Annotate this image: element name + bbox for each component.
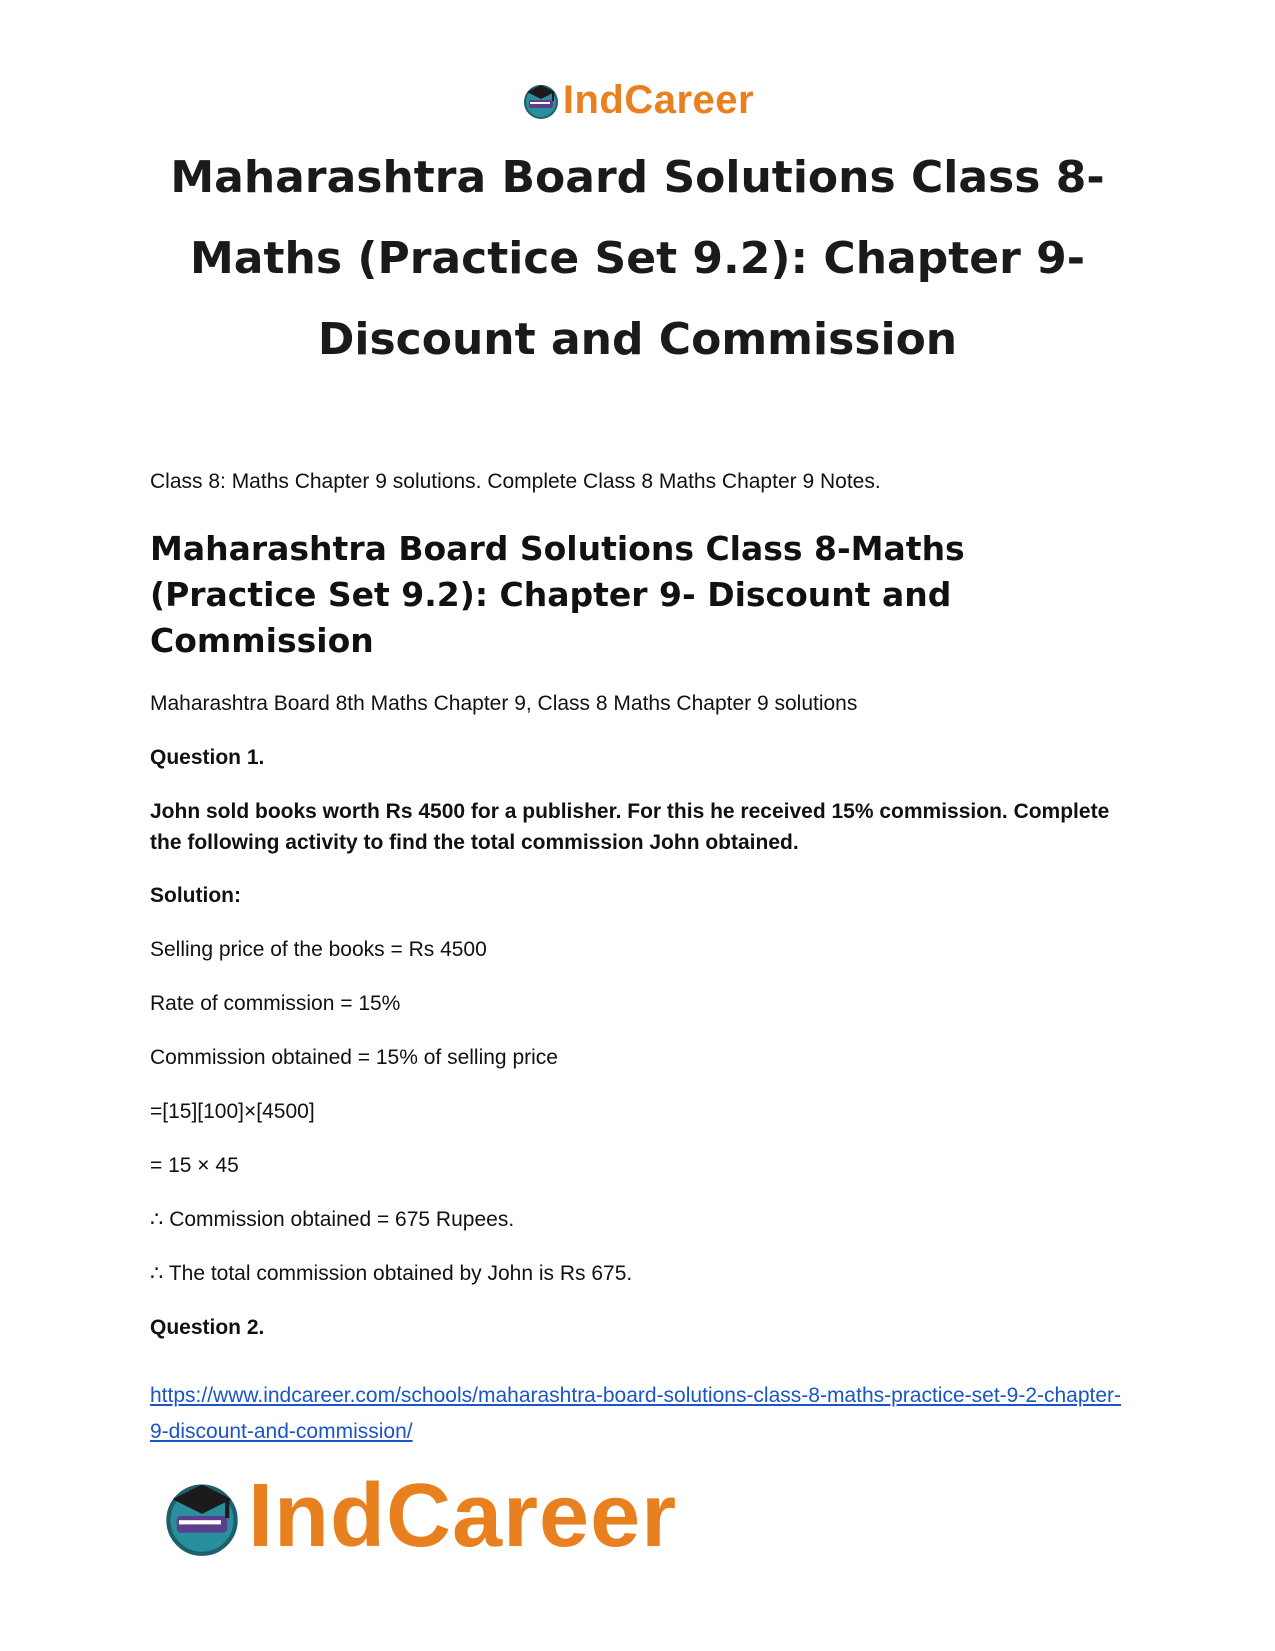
question-1-label: Question 1. [150,746,265,769]
page-title: Maharashtra Board Solutions Class 8-Maths (Practice Set 9.2): Chapter 9- Discount and Commission [170,152,1105,365]
solution-step: =[15][100]×[4500] [150,1100,315,1123]
header-logo-wordmark: IndCareer [562,78,755,122]
article-body [150,466,1125,1366]
intro-text: Class 8: Maths Chapter 9 solutions. Complete Class 8 Maths Chapter 9 Notes. [150,470,881,493]
header-logo [0,78,1275,122]
question-1-text: John sold books worth Rs 4500 for a publisher. For this he received 15% commission. Complete the following activity to find the total commission John obtained. [150,800,1110,854]
footer-logo-wordmark: IndCareer [248,1466,678,1566]
graduation-cap-globe-icon [160,1474,244,1558]
solution-step: ∴ The total commission obtained by John is Rs 675. [150,1262,633,1285]
solution-step: Commission obtained = 15% of selling price [150,1046,558,1069]
footer-logo [160,1468,677,1564]
solution-label: Solution: [150,884,241,907]
source-link[interactable]: https://www.indcareer.com/schools/maharashtra-board-solutions-class-8-maths-practice-set-9-2-chapter-9-discount-and-commission/ [150,1384,1122,1443]
solution-step: ∴ Commission obtained = 675 Rupees. [150,1208,515,1231]
graduation-cap-globe-icon [521,80,561,120]
solution-step: Rate of commission = 15% [150,992,401,1015]
solution-step: Selling price of the books = Rs 4500 [150,938,487,961]
subtitle-text: Maharashtra Board 8th Maths Chapter 9, Class 8 Maths Chapter 9 solutions [150,692,858,715]
solution-step: = 15 × 45 [150,1154,239,1177]
section-heading: Maharashtra Board Solutions Class 8-Maths (Practice Set 9.2): Chapter 9- Discount and Commission [150,529,965,660]
question-2-label: Question 2. [150,1316,265,1339]
